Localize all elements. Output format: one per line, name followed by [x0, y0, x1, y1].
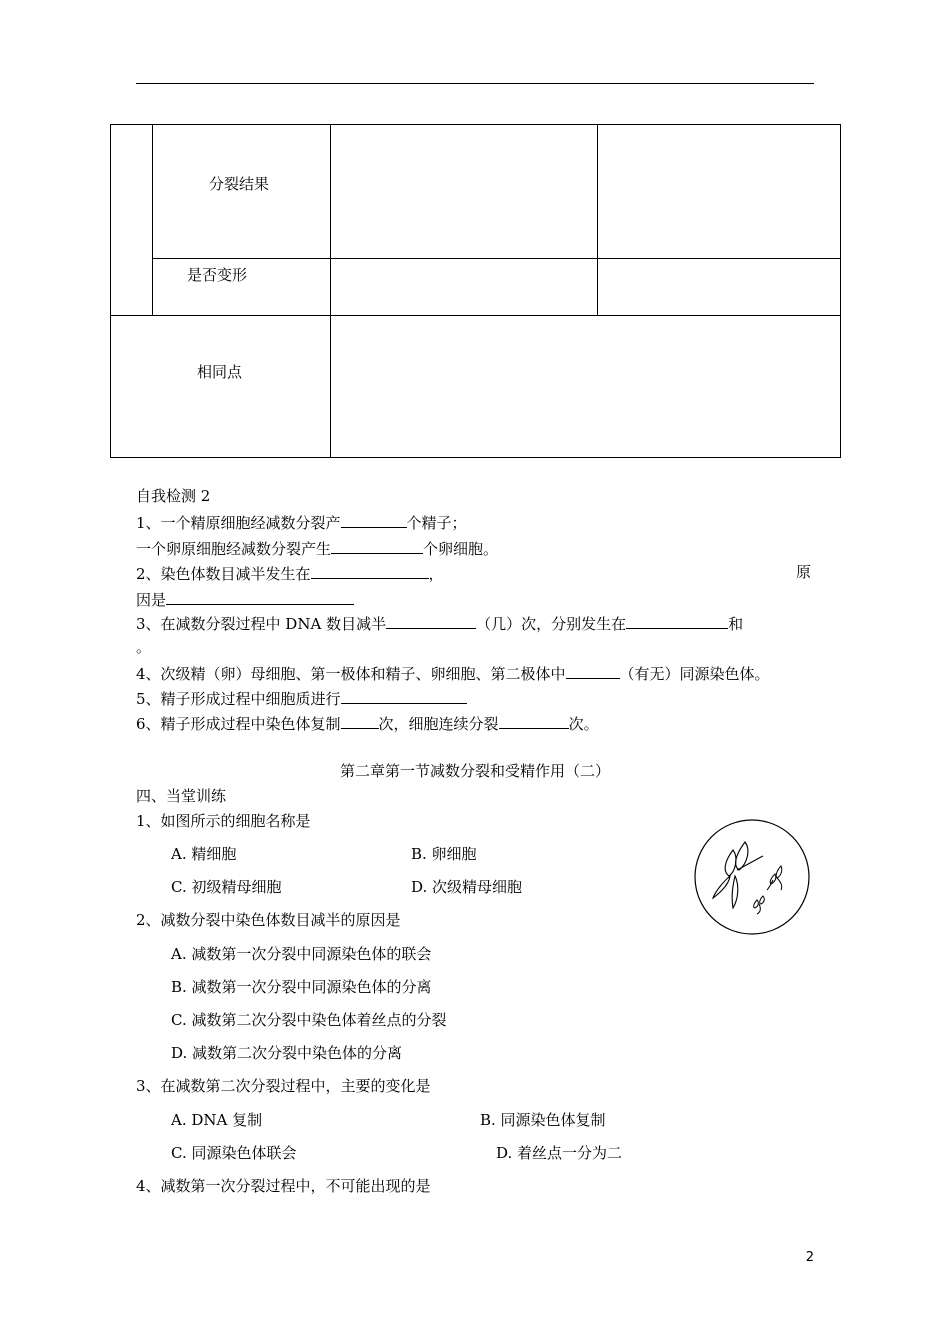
table-row-label: 相同点 [111, 316, 331, 458]
question-3: 3、在减数分裂过程中 DNA 数目减半 （几）次，分别发生在 和 [136, 612, 743, 634]
self-check-heading: 自我检测 2 [136, 487, 211, 505]
question-1a: 1、一个精原细胞经减数分裂产 个精子； [136, 511, 467, 533]
question-2: 2、染色体数目减半发生在 ， [136, 562, 444, 584]
question-1b: 一个卵原细胞经减数分裂产生 个卵细胞。 [136, 537, 498, 559]
training-question-2: 2、减数分裂中染色体数目减半的原因是 [136, 911, 401, 929]
question-2-right: 原 [796, 563, 812, 581]
option: B. 同源染色体复制 [480, 1111, 606, 1129]
training-heading: 四、当堂训练 [136, 787, 227, 805]
table-cell [330, 259, 598, 316]
option: C. 同源染色体联会 [171, 1144, 297, 1162]
option: C. 初级精母细胞 [171, 878, 282, 896]
table-cell [330, 316, 840, 458]
question-3-line2: 。 [136, 638, 152, 656]
table-row-label: 分裂结果 [152, 125, 330, 259]
option: D. 减数第二次分裂中染色体的分离 [171, 1044, 403, 1062]
option: A. 精细胞 [171, 845, 237, 863]
training-question-3: 3、在减数第二次分裂过程中，主要的变化是 [136, 1077, 431, 1095]
training-question-4: 4、减数第一次分裂过程中，不可能出现的是 [136, 1177, 431, 1195]
table-cell [330, 125, 598, 259]
question-2-line2: 因是 [136, 588, 354, 610]
option: D. 着丝点一分为二 [496, 1144, 623, 1162]
option: D. 次级精母细胞 [411, 878, 523, 896]
table-side-cell [111, 125, 153, 316]
option: C. 减数第二次分裂中染色体着丝点的分裂 [171, 1011, 447, 1029]
table-cell [598, 259, 841, 316]
training-question-1: 1、如图所示的细胞名称是 [136, 812, 311, 830]
question-6: 6、精子形成过程中染色体复制 次，细胞连续分裂 次。 [136, 712, 599, 734]
option: B. 减数第一次分裂中同源染色体的分离 [171, 978, 432, 996]
option: A. DNA 复制 [171, 1111, 263, 1129]
cell-diagram [693, 818, 811, 936]
section-title: 第二章第一节减数分裂和受精作用（二） [339, 762, 610, 780]
comparison-table [110, 124, 841, 458]
table-cell [598, 125, 841, 259]
option: A. 减数第一次分裂中同源染色体的联会 [171, 945, 432, 963]
option: B. 卵细胞 [411, 845, 477, 863]
question-4: 4、次级精（卵）母细胞、第一极体和精子、卵细胞、第二极体中 （有无）同源染色体。 [136, 662, 770, 684]
header-rule [136, 83, 814, 84]
page-number: 2 [805, 1250, 814, 1265]
table-row-label: 是否变形 [152, 259, 330, 316]
question-5: 5、精子形成过程中细胞质进行 [136, 687, 467, 709]
